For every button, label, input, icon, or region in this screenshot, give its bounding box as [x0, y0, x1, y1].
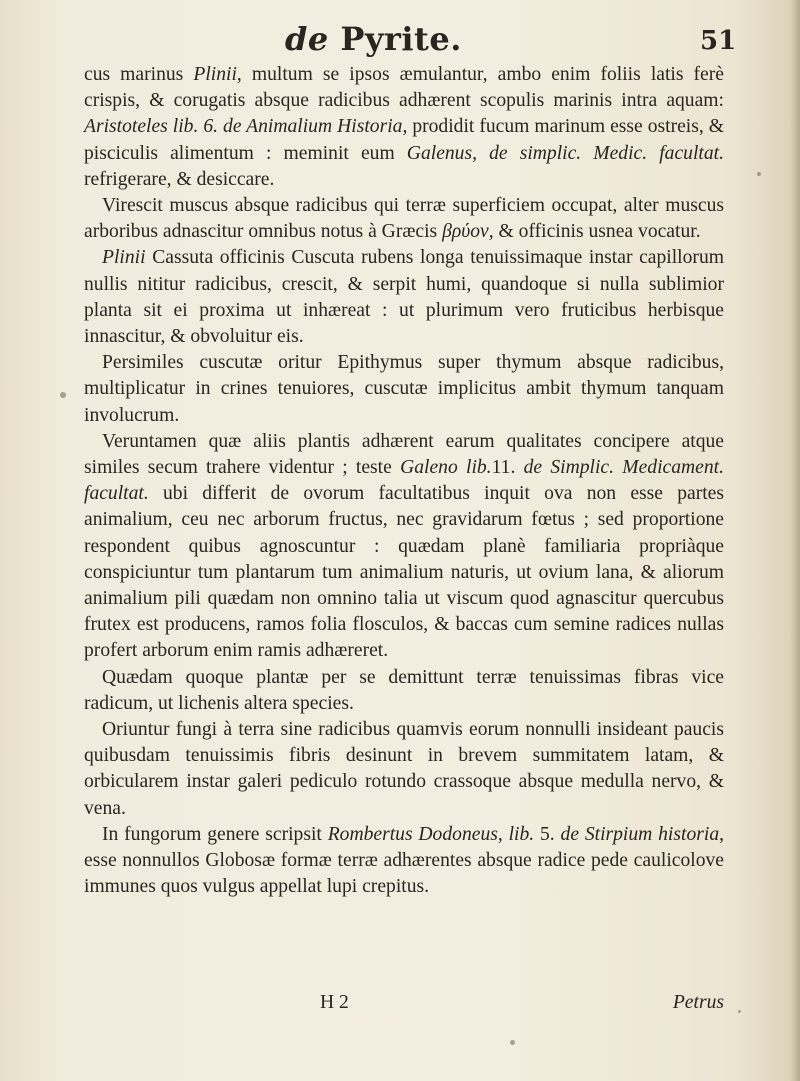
paragraph: [84, 193, 724, 245]
running-title: [285, 20, 462, 58]
text-run: In fungorum genere scripsit: [102, 823, 328, 845]
text-run: ubi differit de ovorum facultatibus inquit ova non esse partes animalium, ceu nec arborum fructus, nec gravidarum fœtus ; sed proportione respondent quibus agnoscuntur : quædam planè familiaria propriàque conspiciuntur tum plantarum tum animalium naturis, ut ovium lana, & aliorum animalium pili quædam non omnino talia ut viscum quod agnascitur quercubus frutex est producens, ramos folia flosculos, & baccas cum semine radices nullas profert arborum enim ramis adhæreret.: [84, 483, 724, 662]
text-run: , & officinis usnea vocatur.: [488, 221, 701, 243]
italic-text: Aristoteles lib. 6. de Animalium Historia: [84, 116, 403, 138]
text-run: , prodidit fucum marinum esse ostreis, & pisciculis alimentum : meminit eum: [84, 116, 724, 164]
text-run: , esse nonnullos Globosæ formæ terræ adhærentes absque radice pede caulicolove immunes quos vulgus appellat lupi crepitus.: [84, 823, 725, 898]
italic-text: Galenus, de simplic. Medic. facultat.: [406, 142, 725, 164]
catchword: Petrus: [672, 992, 724, 1013]
paragraph: [84, 429, 724, 665]
text-run: Persimiles cuscutæ oritur Epithymus super thymum absque radicibus, multiplicatur in crines tenuiores, cuscutæ implicitus ambit thymum tanquam involucrum.: [84, 352, 724, 426]
body-text: [84, 62, 724, 901]
paragraph: [84, 665, 724, 717]
text-run: Virescit muscus absque radicibus qui terræ superficiem occupat, alter muscus arboribus adnascitur omnibus notus à Græcis: [84, 195, 724, 243]
paragraph: [84, 245, 724, 350]
text-run: , multum se ipsos æmulantur, ambo enim foliis latis ferè crispis, & corugatis absque radicibus adhærent scopulis marinis intra aquam:: [84, 64, 724, 112]
text-run: refrigerare, & desiccare.: [84, 168, 275, 190]
italic-text: Rombertus Dodoneus, lib.: [327, 823, 535, 845]
paragraph: [84, 822, 724, 901]
paper-spot: [510, 1040, 515, 1045]
text-run: Oriuntur fungi à terra sine radicibus quamvis eorum nonnulli insideant paucis quibusdam tenuissimis fibris desinunt in brevem summitatem latam, & orbicularem instar galeri pediculo rotundo crassoque absque medulla nervo, & vena.: [84, 719, 724, 819]
running-title-main: Pyrite.: [340, 20, 462, 58]
text-run: Veruntamen quæ aliis plantis adhærent earum qualitates concipere atque similes secum trahere videntur ; teste: [84, 430, 724, 479]
italic-text: Galeno lib.: [400, 457, 492, 479]
text-run: 5.: [534, 823, 561, 845]
italic-text: βρύον: [442, 221, 489, 243]
paper-spot: [60, 392, 66, 398]
italic-text: Plinii: [102, 247, 146, 269]
page-number: 51: [700, 26, 737, 56]
text-run: 11.: [491, 457, 524, 479]
text-run: Quædam quoque plantæ per se demittunt terræ tenuissimas fibras vice radicum, ut lichenis altera species.: [84, 666, 724, 714]
paragraph: [84, 350, 724, 429]
page-header: [0, 18, 800, 58]
paragraph: [84, 62, 724, 193]
text-run: cus marinus: [84, 64, 194, 85]
running-title-prefix: de: [285, 20, 329, 58]
italic-text: de Stirpium historia: [560, 823, 720, 845]
footer-line: [84, 992, 724, 1020]
text-run: Cassuta officinis Cuscuta rubens longa tenuissimaque instar capillorum nullis nititur radicibus, crescit, & serpit humi, quandoque si nulla sublimior planta sit ei proxima ut inhæreat : ut plurimum vero fruticibus herbisque innascitur, & obvoluitur eis.: [84, 247, 724, 348]
signature-mark: H 2: [320, 992, 349, 1013]
page-edge-shadow: [790, 0, 800, 1081]
italic-text: de Simplic. Medicament. facultat.: [84, 457, 724, 505]
italic-text: Plinii: [193, 64, 237, 85]
paper-spot: [738, 1010, 741, 1013]
paper-spot: [757, 172, 761, 176]
paragraph: [84, 717, 724, 822]
